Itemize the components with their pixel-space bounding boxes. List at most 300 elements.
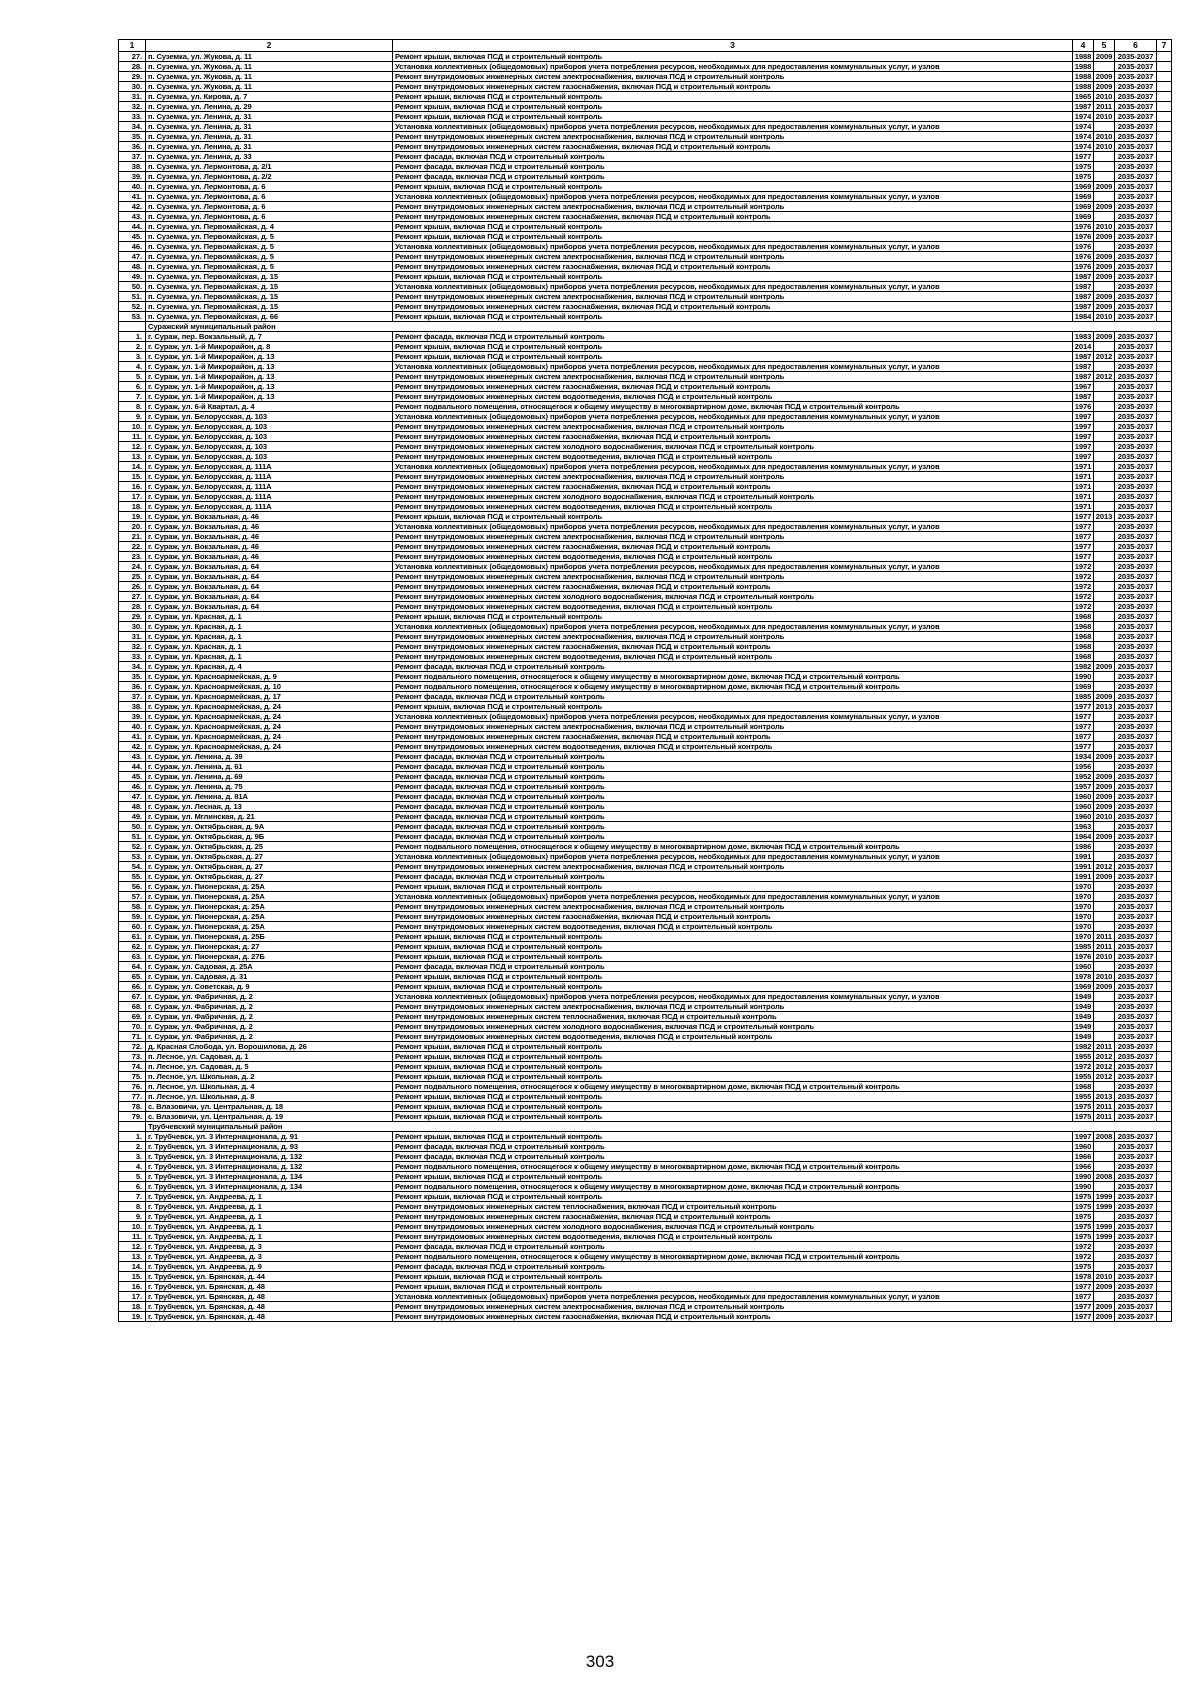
address-cell: г. Сураж, ул. Пионерская, д. 25А	[146, 882, 393, 892]
table-row	[119, 1002, 1172, 1012]
row-number: 37.	[119, 692, 146, 702]
planned-period-cell: 2035-2037	[1115, 742, 1157, 752]
last-repair-cell	[1094, 842, 1115, 852]
row-number: 3.	[119, 352, 146, 362]
last-repair-cell	[1094, 482, 1115, 492]
row-number: 16.	[119, 1282, 146, 1292]
row-number: 3.	[119, 1152, 146, 1162]
year-built-cell: 1982	[1073, 1042, 1094, 1052]
note-cell	[1157, 682, 1172, 692]
last-repair-cell	[1094, 1182, 1115, 1192]
table-row	[119, 732, 1172, 742]
address-cell: г. Сураж, ул. Белорусская, д. 103	[146, 442, 393, 452]
row-number: 64.	[119, 962, 146, 972]
planned-period-cell: 2035-2037	[1115, 872, 1157, 882]
planned-period-cell: 2035-2037	[1115, 362, 1157, 372]
address-cell: г. Трубчевск, ул. Брянская, д. 48	[146, 1292, 393, 1302]
row-number: 34.	[119, 662, 146, 672]
work-type-cell: Ремонт внутридомовых инженерных систем газоснабжения, включая ПСД и строительный контроль	[393, 262, 1073, 272]
note-cell	[1157, 112, 1172, 122]
address-cell: п. Суземка, ул. Лермонтова, д. 2/1	[146, 162, 393, 172]
address-cell: г. Сураж, ул. Красноармейская, д. 24	[146, 722, 393, 732]
note-cell	[1157, 582, 1172, 592]
note-cell	[1157, 1162, 1172, 1172]
address-cell: г. Трубчевск, ул. 3 Интернационала, д. 91	[146, 1132, 393, 1142]
last-repair-cell	[1094, 592, 1115, 602]
row-number: 28.	[119, 602, 146, 612]
planned-period-cell: 2035-2037	[1115, 982, 1157, 992]
note-cell	[1157, 1252, 1172, 1262]
year-built-cell: 1997	[1073, 432, 1094, 442]
address-cell: г. Сураж, ул. Красная, д. 1	[146, 612, 393, 622]
last-repair-cell: 2011	[1094, 102, 1115, 112]
work-type-cell: Ремонт внутридомовых инженерных систем электроснабжения, включая ПСД и строительный контроль	[393, 252, 1073, 262]
year-built-cell: 1975	[1073, 1112, 1094, 1122]
row-number: 42.	[119, 202, 146, 212]
table-row	[119, 342, 1172, 352]
planned-period-cell: 2035-2037	[1115, 662, 1157, 672]
address-cell: г. Сураж, ул. Октябрьская, д. 25	[146, 842, 393, 852]
table-row	[119, 292, 1172, 302]
table-row	[119, 82, 1172, 92]
last-repair-cell	[1094, 722, 1115, 732]
work-type-cell: Ремонт подвального помещения, относящегося к общему имуществу в многоквартирном доме, включая ПСД и строительный контроль	[393, 842, 1073, 852]
planned-period-cell: 2035-2037	[1115, 442, 1157, 452]
last-repair-cell	[1094, 1022, 1115, 1032]
note-cell	[1157, 402, 1172, 412]
work-type-cell: Ремонт внутридомовых инженерных систем электроснабжения, включая ПСД и строительный контроль	[393, 472, 1073, 482]
planned-period-cell: 2035-2037	[1115, 892, 1157, 902]
note-cell	[1157, 982, 1172, 992]
year-built-cell: 1977	[1073, 712, 1094, 722]
table-row	[119, 432, 1172, 442]
address-cell: г. Трубчевск, ул. Андреева, д. 1	[146, 1192, 393, 1202]
planned-period-cell: 2035-2037	[1115, 1092, 1157, 1102]
note-cell	[1157, 132, 1172, 142]
year-built-cell: 1963	[1073, 822, 1094, 832]
year-built-cell: 1970	[1073, 902, 1094, 912]
note-cell	[1157, 222, 1172, 232]
address-cell: п. Суземка, ул. Лермонтова, д. 6	[146, 202, 393, 212]
row-number: 32.	[119, 102, 146, 112]
planned-period-cell: 2035-2037	[1115, 852, 1157, 862]
planned-period-cell: 2035-2037	[1115, 962, 1157, 972]
note-cell	[1157, 812, 1172, 822]
year-built-cell: 1990	[1073, 1182, 1094, 1192]
work-type-cell: Ремонт внутридомовых инженерных систем газоснабжения, включая ПСД и строительный контроль	[393, 142, 1073, 152]
last-repair-cell: 2010	[1094, 1272, 1115, 1282]
work-type-cell: Ремонт фасада, включая ПСД и строительный контроль	[393, 772, 1073, 782]
note-cell	[1157, 332, 1172, 342]
work-type-cell: Ремонт крыши, включая ПСД и строительный контроль	[393, 1042, 1073, 1052]
planned-period-cell: 2035-2037	[1115, 482, 1157, 492]
row-number: 31.	[119, 92, 146, 102]
last-repair-cell: 2010	[1094, 952, 1115, 962]
table-row	[119, 1222, 1172, 1232]
row-number: 27.	[119, 592, 146, 602]
planned-period-cell: 2035-2037	[1115, 302, 1157, 312]
work-type-cell: Установка коллективных (общедомовых) приборов учета потребления ресурсов, необходимых для предоставления коммунальных услуг, и узлов	[393, 852, 1073, 862]
note-cell	[1157, 572, 1172, 582]
year-built-cell: 1977	[1073, 1282, 1094, 1292]
table-row	[119, 1292, 1172, 1302]
year-built-cell: 1960	[1073, 812, 1094, 822]
planned-period-cell: 2035-2037	[1115, 312, 1157, 322]
table-row	[119, 392, 1172, 402]
last-repair-cell: 2009	[1094, 752, 1115, 762]
year-built-cell: 1970	[1073, 892, 1094, 902]
work-type-cell: Ремонт крыши, включая ПСД и строительный контроль	[393, 1172, 1073, 1182]
address-cell: г. Сураж, ул. Ленина, д. 39	[146, 752, 393, 762]
row-number: 9.	[119, 412, 146, 422]
year-built-cell: 1972	[1073, 572, 1094, 582]
note-cell	[1157, 392, 1172, 402]
year-built-cell: 1985	[1073, 942, 1094, 952]
table-row	[119, 792, 1172, 802]
row-number: 12.	[119, 1242, 146, 1252]
note-cell	[1157, 1032, 1172, 1042]
row-number: 18.	[119, 502, 146, 512]
year-built-cell: 1974	[1073, 112, 1094, 122]
note-cell	[1157, 292, 1172, 302]
address-cell: г. Трубчевск, ул. Андреева, д. 3	[146, 1242, 393, 1252]
work-type-cell: Ремонт внутридомовых инженерных систем водоотведения, включая ПСД и строительный контроль	[393, 1232, 1073, 1242]
address-cell: г. Сураж, ул. Красная, д. 4	[146, 662, 393, 672]
year-built-cell: 1974	[1073, 122, 1094, 132]
table-row	[119, 1052, 1172, 1062]
row-number: 72.	[119, 1042, 146, 1052]
work-type-cell: Ремонт внутридомовых инженерных систем электроснабжения, включая ПСД и строительный контроль	[393, 72, 1073, 82]
year-built-cell: 1977	[1073, 732, 1094, 742]
row-number: 1.	[119, 332, 146, 342]
planned-period-cell: 2035-2037	[1115, 612, 1157, 622]
table-row	[119, 362, 1172, 372]
work-type-cell: Установка коллективных (общедомовых) приборов учета потребления ресурсов, необходимых для предоставления коммунальных услуг, и узлов	[393, 62, 1073, 72]
planned-period-cell: 2035-2037	[1115, 1202, 1157, 1212]
note-cell	[1157, 352, 1172, 362]
last-repair-cell	[1094, 1032, 1115, 1042]
row-number: 6.	[119, 382, 146, 392]
address-cell: г. Сураж, ул. 1-й Микрорайон, д. 13	[146, 392, 393, 402]
row-number: 25.	[119, 572, 146, 582]
last-repair-cell	[1094, 1292, 1115, 1302]
note-cell	[1157, 952, 1172, 962]
address-cell: г. Сураж, ул. Белорусская, д. 103	[146, 422, 393, 432]
last-repair-cell	[1094, 1152, 1115, 1162]
address-cell: п. Суземка, ул. Первомайская, д. 5	[146, 262, 393, 272]
note-cell	[1157, 302, 1172, 312]
note-cell	[1157, 412, 1172, 422]
last-repair-cell	[1094, 562, 1115, 572]
work-type-cell: Установка коллективных (общедомовых) приборов учета потребления ресурсов, необходимых для предоставления коммунальных услуг, и узлов	[393, 122, 1073, 132]
note-cell	[1157, 652, 1172, 662]
year-built-cell: 1972	[1073, 562, 1094, 572]
last-repair-cell	[1094, 1242, 1115, 1252]
work-type-cell: Ремонт подвального помещения, относящегося к общему имуществу в многоквартирном доме, включая ПСД и строительный контроль	[393, 1182, 1073, 1192]
table-row	[119, 1242, 1172, 1252]
note-cell	[1157, 502, 1172, 512]
note-cell	[1157, 1082, 1172, 1092]
last-repair-cell	[1094, 542, 1115, 552]
row-number: 50.	[119, 822, 146, 832]
address-cell: г. Сураж, ул. 1-й Микрорайон, д. 13	[146, 352, 393, 362]
work-type-cell: Ремонт крыши, включая ПСД и строительный контроль	[393, 612, 1073, 622]
work-type-cell: Ремонт внутридомовых инженерных систем газоснабжения, включая ПСД и строительный контроль	[393, 482, 1073, 492]
table-row	[119, 832, 1172, 842]
row-number: 44.	[119, 762, 146, 772]
year-built-cell: 1934	[1073, 752, 1094, 762]
row-number: 44.	[119, 222, 146, 232]
planned-period-cell: 2035-2037	[1115, 812, 1157, 822]
note-cell	[1157, 1092, 1172, 1102]
header-cell: 5	[1094, 40, 1115, 52]
row-number: 10.	[119, 1222, 146, 1232]
planned-period-cell: 2035-2037	[1115, 402, 1157, 412]
row-number: 16.	[119, 482, 146, 492]
note-cell	[1157, 922, 1172, 932]
year-built-cell: 1975	[1073, 172, 1094, 182]
address-cell: г. Сураж, ул. Белорусская, д. 111А	[146, 492, 393, 502]
table-row	[119, 912, 1172, 922]
note-cell	[1157, 862, 1172, 872]
planned-period-cell: 2035-2037	[1115, 642, 1157, 652]
note-cell	[1157, 672, 1172, 682]
year-built-cell: 1997	[1073, 1132, 1094, 1142]
note-cell	[1157, 72, 1172, 82]
table-row	[119, 972, 1172, 982]
address-cell: г. Сураж, ул. Вокзальная, д. 64	[146, 582, 393, 592]
last-repair-cell	[1094, 742, 1115, 752]
note-cell	[1157, 1102, 1172, 1112]
work-type-cell: Ремонт фасада, включая ПСД и строительный контроль	[393, 782, 1073, 792]
last-repair-cell	[1094, 162, 1115, 172]
table-row	[119, 452, 1172, 462]
table-row	[119, 1212, 1172, 1222]
address-cell: п. Суземка, ул. Ленина, д. 31	[146, 122, 393, 132]
last-repair-cell	[1094, 992, 1115, 1002]
year-built-cell: 1960	[1073, 802, 1094, 812]
table-row	[119, 682, 1172, 692]
note-cell	[1157, 872, 1172, 882]
address-cell: г. Сураж, ул. Ленина, д. 69	[146, 772, 393, 782]
last-repair-cell	[1094, 62, 1115, 72]
address-cell: г. Сураж, ул. Ленина, д. 81А	[146, 792, 393, 802]
address-cell: п. Суземка, ул. Ленина, д. 31	[146, 112, 393, 122]
work-type-cell: Ремонт фасада, включая ПСД и строительный контроль	[393, 692, 1073, 702]
row-number: 62.	[119, 942, 146, 952]
work-type-cell: Ремонт подвального помещения, относящегося к общему имуществу в многоквартирном доме, включая ПСД и строительный контроль	[393, 402, 1073, 412]
table-row	[119, 442, 1172, 452]
address-cell: п. Суземка, ул. Жукова, д. 11	[146, 72, 393, 82]
note-cell	[1157, 702, 1172, 712]
table-row	[119, 522, 1172, 532]
last-repair-cell	[1094, 1012, 1115, 1022]
row-number: 40.	[119, 722, 146, 732]
header-cell: 6	[1115, 40, 1157, 52]
last-repair-cell	[1094, 172, 1115, 182]
planned-period-cell: 2035-2037	[1115, 1232, 1157, 1242]
note-cell	[1157, 1172, 1172, 1182]
note-cell	[1157, 1262, 1172, 1272]
address-cell: г. Сураж, ул. Красная, д. 1	[146, 622, 393, 632]
planned-period-cell: 2035-2037	[1115, 1052, 1157, 1062]
work-type-cell: Ремонт внутридомовых инженерных систем водоотведения, включая ПСД и строительный контроль	[393, 392, 1073, 402]
last-repair-cell	[1094, 442, 1115, 452]
year-built-cell: 1970	[1073, 882, 1094, 892]
planned-period-cell: 2035-2037	[1115, 772, 1157, 782]
table-row	[119, 1142, 1172, 1152]
year-built-cell: 1949	[1073, 1022, 1094, 1032]
table-row	[119, 762, 1172, 772]
table-row	[119, 572, 1172, 582]
work-type-cell: Ремонт внутридомовых инженерных систем теплоснабжения, включая ПСД и строительный контроль	[393, 1012, 1073, 1022]
planned-period-cell: 2035-2037	[1115, 952, 1157, 962]
last-repair-cell: 2009	[1094, 262, 1115, 272]
last-repair-cell	[1094, 422, 1115, 432]
row-number: 2.	[119, 342, 146, 352]
note-cell	[1157, 592, 1172, 602]
table-row	[119, 252, 1172, 262]
address-cell: п. Лесное, ул. Школьная, д. 4	[146, 1082, 393, 1092]
year-built-cell: 1956	[1073, 762, 1094, 772]
note-cell	[1157, 532, 1172, 542]
address-cell: п. Лесное, ул. Школьная, д. 8	[146, 1092, 393, 1102]
planned-period-cell: 2035-2037	[1115, 272, 1157, 282]
table-row	[119, 862, 1172, 872]
last-repair-cell: 2010	[1094, 142, 1115, 152]
note-cell	[1157, 472, 1172, 482]
table-row	[119, 692, 1172, 702]
year-built-cell: 1971	[1073, 472, 1094, 482]
year-built-cell: 1975	[1073, 1222, 1094, 1232]
last-repair-cell	[1094, 602, 1115, 612]
planned-period-cell: 2035-2037	[1115, 992, 1157, 1002]
table-row	[119, 462, 1172, 472]
row-number: 41.	[119, 192, 146, 202]
year-built-cell: 1972	[1073, 592, 1094, 602]
note-cell	[1157, 722, 1172, 732]
planned-period-cell: 2035-2037	[1115, 562, 1157, 572]
year-built-cell: 1964	[1073, 832, 1094, 842]
row-number: 69.	[119, 1012, 146, 1022]
work-type-cell: Ремонт внутридомовых инженерных систем газоснабжения, включая ПСД и строительный контроль	[393, 912, 1073, 922]
section-row	[119, 322, 1172, 332]
planned-period-cell: 2035-2037	[1115, 732, 1157, 742]
year-built-cell: 1997	[1073, 412, 1094, 422]
work-type-cell: Ремонт крыши, включая ПСД и строительный контроль	[393, 1132, 1073, 1142]
planned-period-cell: 2035-2037	[1115, 542, 1157, 552]
note-cell	[1157, 542, 1172, 552]
planned-period-cell: 2035-2037	[1115, 1132, 1157, 1142]
work-type-cell: Ремонт подвального помещения, относящегося к общему имуществу в многоквартирном доме, включая ПСД и строительный контроль	[393, 1162, 1073, 1172]
section-row	[119, 1122, 1172, 1132]
row-number: 34.	[119, 122, 146, 132]
last-repair-cell	[1094, 1002, 1115, 1012]
row-number: 65.	[119, 972, 146, 982]
year-built-cell: 1968	[1073, 652, 1094, 662]
planned-period-cell: 2035-2037	[1115, 52, 1157, 62]
note-cell	[1157, 1232, 1172, 1242]
planned-period-cell: 2035-2037	[1115, 622, 1157, 632]
work-type-cell: Ремонт внутридомовых инженерных систем газоснабжения, включая ПСД и строительный контроль	[393, 82, 1073, 92]
table-row	[119, 872, 1172, 882]
header-cell: 4	[1073, 40, 1094, 52]
note-cell	[1157, 892, 1172, 902]
row-number: 7.	[119, 1192, 146, 1202]
table-row	[119, 702, 1172, 712]
address-cell: п. Суземка, ул. Лермонтова, д. 6	[146, 212, 393, 222]
last-repair-cell	[1094, 452, 1115, 462]
work-type-cell: Ремонт внутридомовых инженерных систем электроснабжения, включая ПСД и строительный контроль	[393, 292, 1073, 302]
planned-period-cell: 2035-2037	[1115, 102, 1157, 112]
table-row	[119, 852, 1172, 862]
work-type-cell: Ремонт фасада, включая ПСД и строительный контроль	[393, 152, 1073, 162]
last-repair-cell	[1094, 1082, 1115, 1092]
planned-period-cell: 2035-2037	[1115, 752, 1157, 762]
year-built-cell: 1969	[1073, 982, 1094, 992]
year-built-cell: 1972	[1073, 1252, 1094, 1262]
note-cell	[1157, 482, 1172, 492]
year-built-cell: 1968	[1073, 612, 1094, 622]
row-number: 19.	[119, 512, 146, 522]
last-repair-cell	[1094, 1162, 1115, 1172]
last-repair-cell: 2009	[1094, 792, 1115, 802]
row-number: 77.	[119, 1092, 146, 1102]
table-row	[119, 1282, 1172, 1292]
planned-period-cell: 2035-2037	[1115, 712, 1157, 722]
table-row	[119, 992, 1172, 1002]
last-repair-cell: 2009	[1094, 272, 1115, 282]
address-cell: п. Суземка, ул. Ленина, д. 31	[146, 132, 393, 142]
header-cell: 3	[393, 40, 1073, 52]
work-type-cell: Ремонт крыши, включая ПСД и строительный контроль	[393, 1052, 1073, 1062]
note-cell	[1157, 62, 1172, 72]
address-cell: п. Суземка, ул. Первомайская, д. 15	[146, 302, 393, 312]
note-cell	[1157, 762, 1172, 772]
address-cell: г. Сураж, ул. Садовая, д. 31	[146, 972, 393, 982]
year-built-cell: 1987	[1073, 302, 1094, 312]
work-type-cell: Ремонт внутридомовых инженерных систем холодного водоснабжения, включая ПСД и строительный контроль	[393, 592, 1073, 602]
last-repair-cell: 2011	[1094, 932, 1115, 942]
planned-period-cell: 2035-2037	[1115, 122, 1157, 132]
row-number: 2.	[119, 1142, 146, 1152]
work-type-cell: Ремонт фасада, включая ПСД и строительный контроль	[393, 162, 1073, 172]
planned-period-cell: 2035-2037	[1115, 512, 1157, 522]
planned-period-cell: 2035-2037	[1115, 112, 1157, 122]
planned-period-cell: 2035-2037	[1115, 1302, 1157, 1312]
year-built-cell: 1972	[1073, 582, 1094, 592]
section-title: Трубчевский муниципальный район	[146, 1122, 1172, 1132]
year-built-cell: 1972	[1073, 1062, 1094, 1072]
row-number: 68.	[119, 1002, 146, 1012]
planned-period-cell: 2035-2037	[1115, 672, 1157, 682]
planned-period-cell: 2035-2037	[1115, 1182, 1157, 1192]
row-number: 5.	[119, 1172, 146, 1182]
work-type-cell: Ремонт крыши, включая ПСД и строительный контроль	[393, 312, 1073, 322]
work-type-cell: Ремонт крыши, включая ПСД и строительный контроль	[393, 102, 1073, 112]
table-row	[119, 652, 1172, 662]
last-repair-cell	[1094, 492, 1115, 502]
table-row	[119, 92, 1172, 102]
note-cell	[1157, 1142, 1172, 1152]
year-built-cell: 1977	[1073, 532, 1094, 542]
row-number: 23.	[119, 552, 146, 562]
address-cell: г. Сураж, ул. Фабричная, д. 2	[146, 1002, 393, 1012]
row-number: 5.	[119, 372, 146, 382]
year-built-cell: 1971	[1073, 502, 1094, 512]
work-type-cell: Установка коллективных (общедомовых) приборов учета потребления ресурсов, необходимых для предоставления коммунальных услуг, и узлов	[393, 1292, 1073, 1302]
row-number: 24.	[119, 562, 146, 572]
